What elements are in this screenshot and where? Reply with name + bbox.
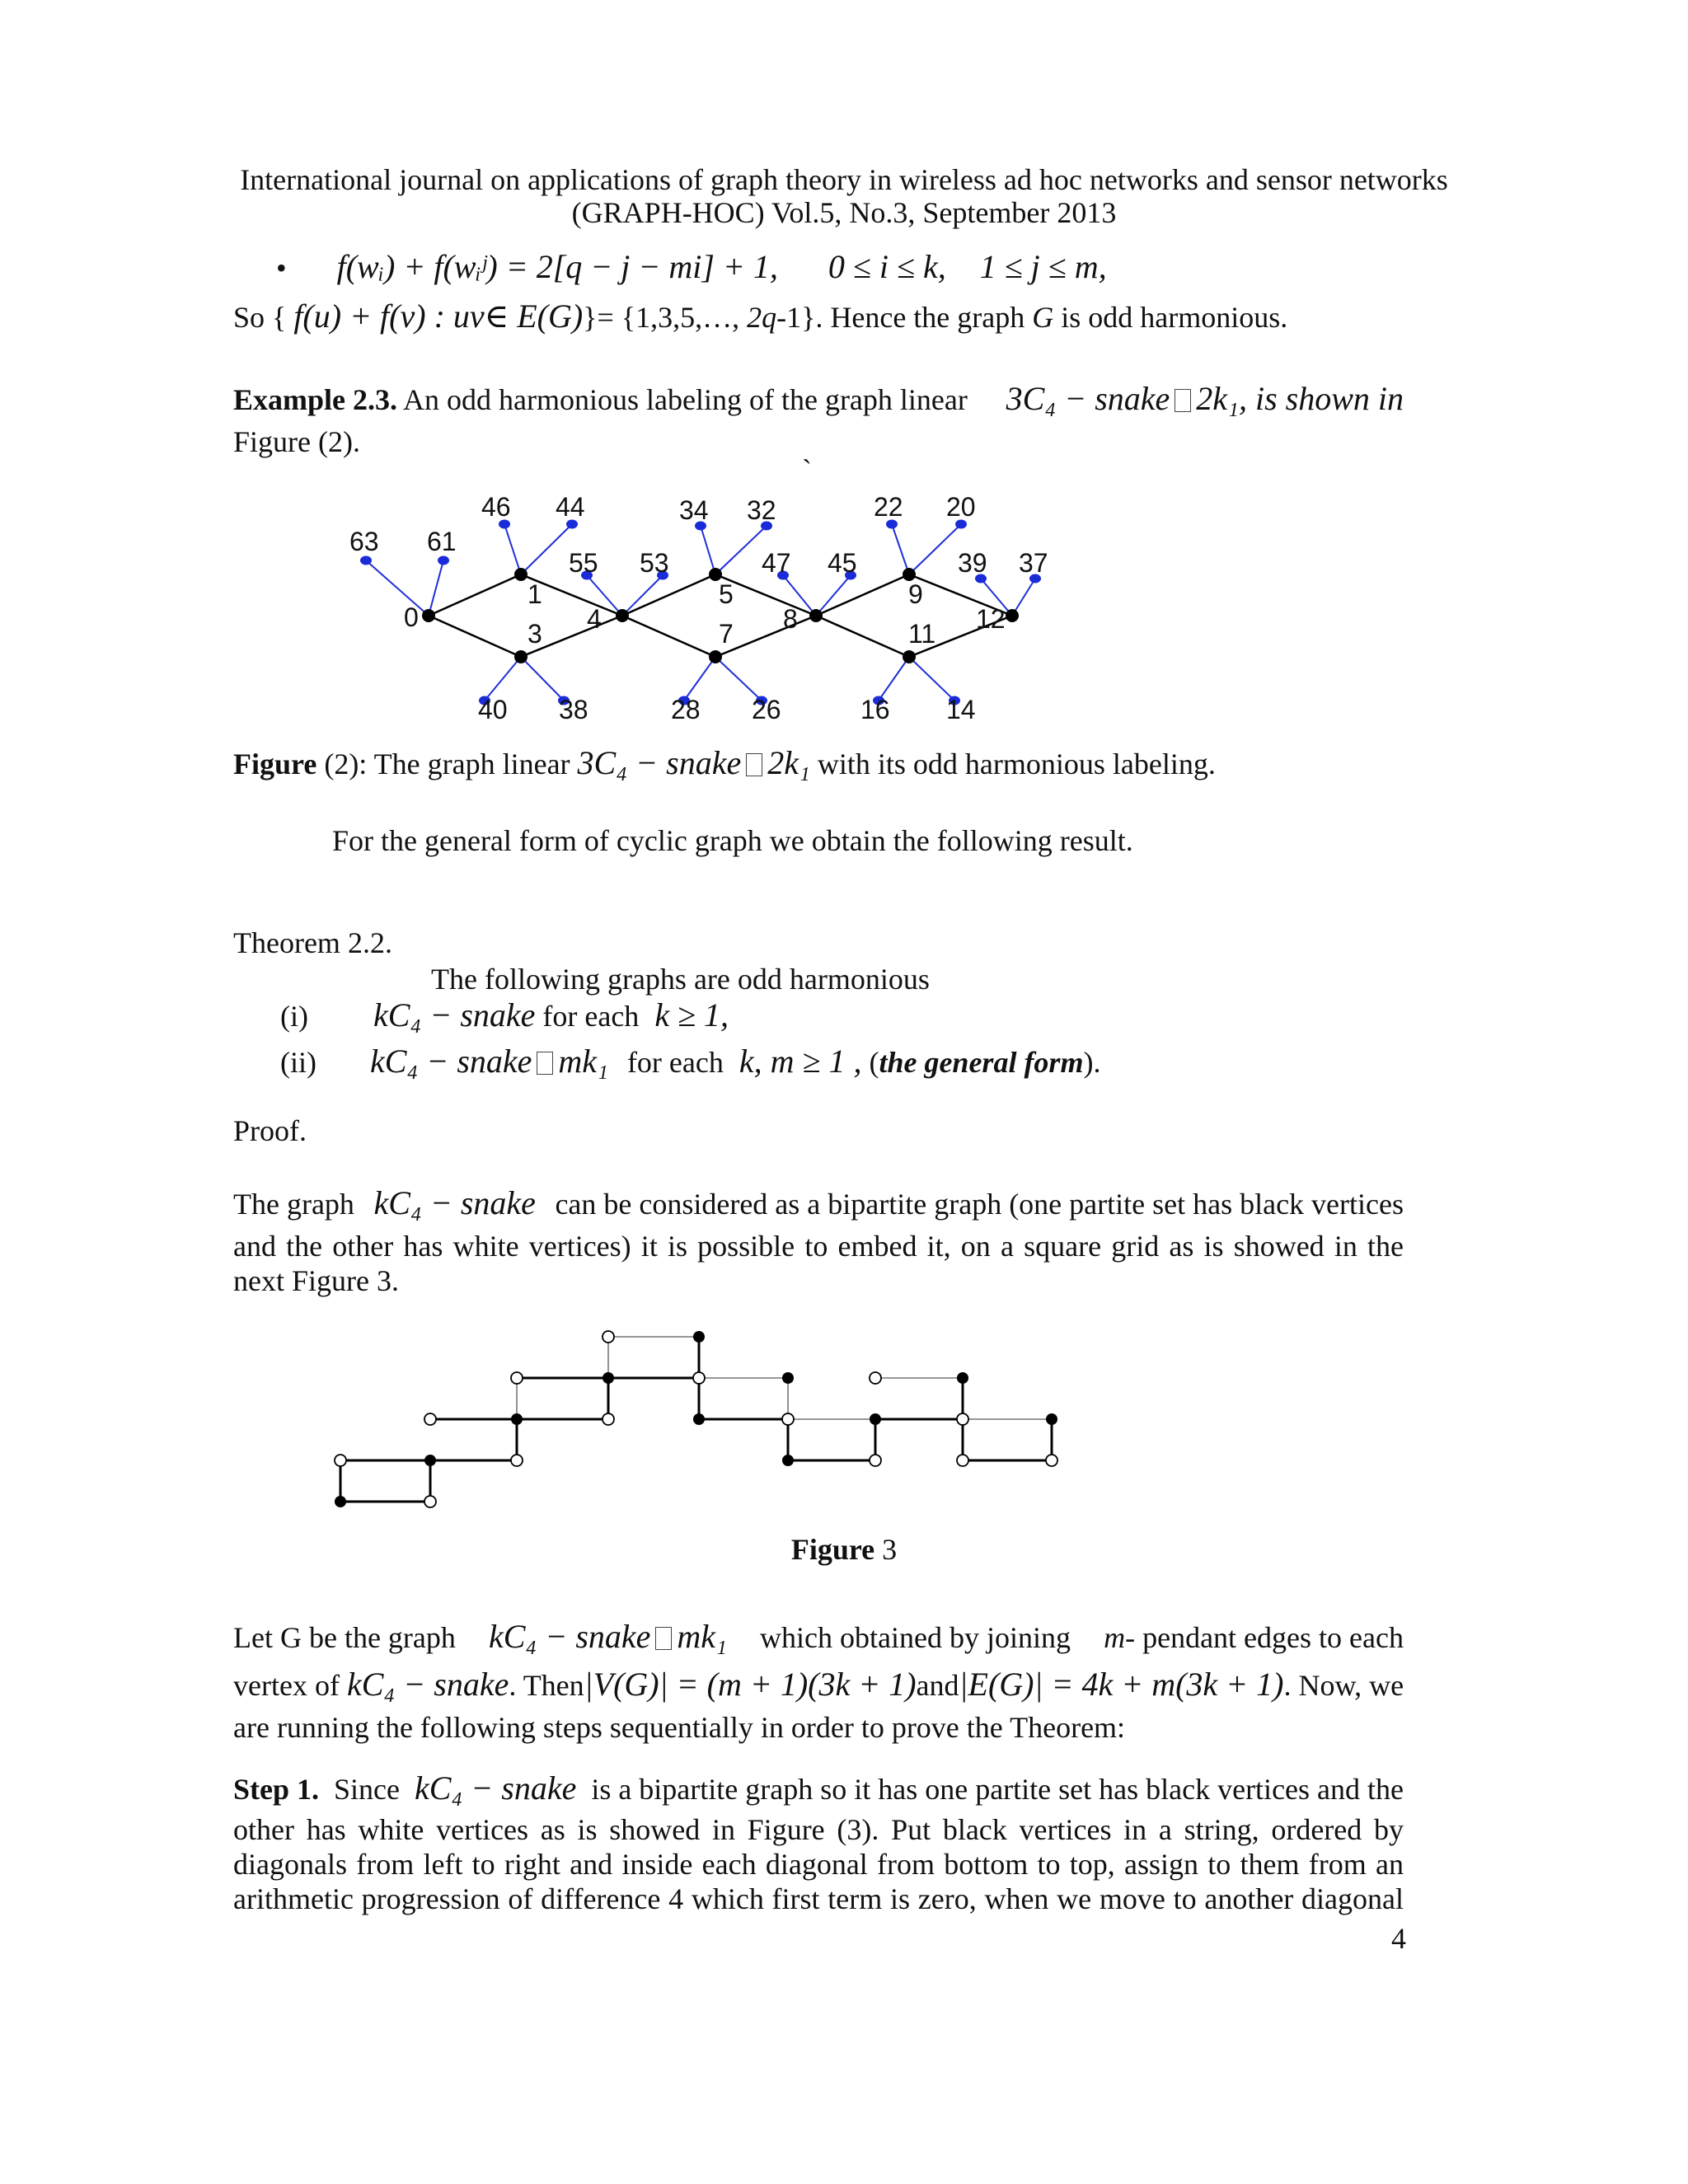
pendant-label: 26 xyxy=(752,695,781,724)
so-line xyxy=(233,298,1287,335)
step1-graph: kC₄ − snake xyxy=(414,1769,577,1807)
white-vertex xyxy=(511,1455,523,1466)
bullet-formula: f(wᵢ) + f(wᵢʲ) = 2[q − j − mi] + 1, xyxy=(336,248,778,285)
pendant-edge xyxy=(504,524,521,574)
caption-text: (2): The graph linear xyxy=(324,748,570,780)
item-text: for each xyxy=(542,1000,640,1033)
pendant-label: 39 xyxy=(958,548,987,578)
so-q: 2q xyxy=(747,301,777,334)
cycle-edge xyxy=(622,616,715,657)
so-set: }= {1,3,5,…, xyxy=(583,301,740,334)
white-vertex xyxy=(782,1413,794,1425)
corona-symbol xyxy=(537,1052,553,1075)
caption-end: with its odd harmonious labeling. xyxy=(817,748,1216,780)
so-end: -1}. Hence the graph xyxy=(776,301,1025,334)
pendant-label: 20 xyxy=(946,492,976,522)
black-vertex xyxy=(693,1331,705,1343)
pendant-label: 34 xyxy=(679,495,709,525)
so-tail: is odd harmonious. xyxy=(1061,301,1288,334)
white-vertex xyxy=(424,1413,436,1425)
vertex-label: 11 xyxy=(908,619,936,649)
bullet-formula-line xyxy=(276,249,1107,286)
para2-l2-c: . Now, we xyxy=(1283,1669,1404,1702)
pendant-label: 61 xyxy=(427,527,457,556)
pendant-label: 55 xyxy=(569,548,598,578)
running-header-line1: International journal on applications of graph theory in wireless ad hoc networks and sensor networks xyxy=(240,163,1448,196)
pendant-label: 14 xyxy=(946,695,976,724)
para2-l2-graph: kC₄ − snake xyxy=(346,1666,509,1703)
cycle-edge xyxy=(622,574,715,616)
para2-c: pendant edges to each xyxy=(1142,1621,1404,1654)
pendant-label: 40 xyxy=(478,695,508,724)
item-condition: k ≥ 1, xyxy=(654,996,729,1033)
example-label: Example 2.3. xyxy=(233,383,398,416)
caption-label: Figure xyxy=(790,1533,875,1566)
para2-mk: mk₁ xyxy=(677,1618,727,1655)
pendant-vertex xyxy=(438,556,449,565)
caption-suffix: 2k₁ xyxy=(767,744,810,781)
black-vertex xyxy=(511,1413,523,1425)
theorem-label: Theorem 2.2. xyxy=(233,926,392,959)
cycle-vertex xyxy=(514,568,528,581)
pendant-vertex xyxy=(360,556,372,565)
corona-symbol xyxy=(655,1627,672,1650)
para2-edge-count: |E(G)| = 4k + m(3k + 1) xyxy=(959,1666,1284,1703)
bullet-condition-j: 1 ≤ j ≤ m, xyxy=(979,248,1107,285)
cycle-edge xyxy=(816,616,909,657)
vertex-label: 4 xyxy=(587,604,602,634)
black-vertex xyxy=(603,1372,614,1384)
figure-2-graph xyxy=(0,486,1688,733)
caption-graph: 3C₄ − snake xyxy=(577,744,742,781)
pendant-label: 46 xyxy=(481,492,511,522)
para2-l2-b: . Then xyxy=(509,1669,584,1702)
theorem-item-i xyxy=(280,997,729,1034)
black-vertex xyxy=(957,1372,968,1384)
grid-edge-thick xyxy=(430,1419,517,1460)
pendant-edge xyxy=(521,524,572,574)
black-vertex xyxy=(870,1413,881,1425)
vertex-label: 8 xyxy=(783,604,798,634)
grid-edge-thick xyxy=(875,1378,963,1419)
para2-b: which obtained by joining xyxy=(760,1621,1071,1654)
so-expression: f(u) + f(v) : uv∈ E(G) xyxy=(293,298,584,335)
white-vertex xyxy=(1046,1455,1057,1466)
para2-and: and xyxy=(916,1669,959,1702)
white-vertex xyxy=(957,1455,968,1466)
black-vertex xyxy=(782,1455,794,1466)
step1-a: Since xyxy=(334,1773,400,1806)
para1-graph: kC₄ − snake xyxy=(373,1184,536,1221)
running-header-line2: (GRAPH-HOC) Vol.5, No.3, September 2013 xyxy=(571,196,1117,229)
item-graph: kC₄ − snake xyxy=(369,1043,532,1080)
pendant-label: 44 xyxy=(556,492,585,522)
vertex-label: 0 xyxy=(404,602,419,632)
cycle-vertex xyxy=(1006,609,1019,622)
bullet-symbol: • xyxy=(276,251,287,284)
pendant-label: 63 xyxy=(349,527,379,556)
cycle-vertex xyxy=(514,650,528,663)
step1-label: Step 1. xyxy=(233,1773,320,1806)
pendant-edge xyxy=(816,575,851,616)
pendant-edge xyxy=(701,526,715,574)
black-vertex xyxy=(1046,1413,1057,1425)
para1-line2: and the other has white vertices) it is possible to embed it, on a square grid as is showed in the xyxy=(233,1230,1404,1263)
item-graph: kC₄ − snake xyxy=(373,996,536,1033)
corona-symbol xyxy=(1175,389,1191,412)
so-start: So { xyxy=(233,301,287,334)
figure-2-caption xyxy=(233,745,1216,782)
theorem-item-ii: (ii) kC₄ − snake mk₁ for each k, m ≥ 1 , (the general form). xyxy=(280,1043,1101,1080)
corona-symbol xyxy=(746,753,762,776)
example-line2: Figure (2). xyxy=(233,425,360,458)
black-vertex xyxy=(782,1372,794,1384)
white-vertex xyxy=(870,1372,881,1384)
cycle-edge xyxy=(816,574,909,616)
step1-line2: other has white vertices as is showed in Figure (3). Put black vertices in a string, ordered by xyxy=(233,1813,1404,1846)
theorem-intro: The following graphs are odd harmonious xyxy=(431,963,930,996)
vertex-label: 5 xyxy=(719,579,734,609)
cycle-vertex xyxy=(709,650,722,663)
cycle-edge xyxy=(429,616,521,657)
cycle-vertex xyxy=(809,609,823,622)
proof-label: Proof. xyxy=(233,1114,307,1147)
grid-edge-thin xyxy=(699,1378,788,1419)
pendant-edge xyxy=(909,524,961,574)
example-text: An odd harmonious labeling of the graph linear xyxy=(403,383,968,416)
vertex-label: 12 xyxy=(976,604,1006,634)
step1-b: is a bipartite graph so it has one partite set has black vertices and the xyxy=(591,1773,1404,1806)
example-suffix: 2k₁, is shown in xyxy=(1196,380,1404,417)
grid-edge-thick xyxy=(963,1419,1052,1460)
para1-a: The graph xyxy=(233,1188,354,1221)
white-vertex xyxy=(603,1331,614,1343)
page-number: 4 xyxy=(1391,1922,1406,1955)
vertex-label: 3 xyxy=(528,619,542,649)
black-vertex xyxy=(335,1496,346,1507)
cycle-vertex xyxy=(616,609,629,622)
pendant-label: 47 xyxy=(762,548,791,578)
para2-graph: kC₄ − snake xyxy=(489,1618,651,1655)
item-number: (i) xyxy=(280,1000,308,1033)
cycle-edge xyxy=(429,574,521,616)
white-vertex xyxy=(957,1413,968,1425)
para2-m: m- xyxy=(1104,1621,1136,1654)
pendant-label: 22 xyxy=(874,492,903,522)
grid-edge-thick xyxy=(517,1378,608,1419)
vertex-label: 7 xyxy=(719,619,734,649)
item-general-form: the general form xyxy=(879,1046,1084,1079)
example-graph: 3C₄ − snake xyxy=(1006,380,1170,417)
figure-2-edges xyxy=(366,524,1035,701)
para2-l2-a: vertex of xyxy=(233,1669,340,1702)
white-vertex xyxy=(335,1455,346,1466)
pendant-edge xyxy=(715,526,767,574)
para2-line3: are running the following steps sequentially in order to prove the Theorem: xyxy=(233,1711,1126,1744)
item-mk: mk₁ xyxy=(558,1043,608,1080)
caption-number: 3 xyxy=(882,1533,898,1566)
para2-line2 xyxy=(233,1666,1404,1704)
caption-label: Figure xyxy=(233,748,317,780)
so-graph-G: G xyxy=(1032,301,1054,334)
para2-a: Let G be the graph xyxy=(233,1621,456,1654)
pendant-label: 28 xyxy=(671,695,701,724)
bullet-condition-i: 0 ≤ i ≤ k, xyxy=(828,248,946,285)
para2-vertex-count: |V(G)| = (m + 1)(3k + 1) xyxy=(584,1666,917,1703)
figure-3-grid-embedding xyxy=(0,1327,1688,1508)
pendant-label: 45 xyxy=(828,548,857,578)
vertex-label: 1 xyxy=(528,579,542,609)
para1-b: can be considered as a bipartite graph (one partite set has black vertices xyxy=(555,1188,1404,1221)
para1-line1 xyxy=(233,1185,1404,1222)
grid-edge-thick xyxy=(340,1460,430,1502)
para1-line3: next Figure 3. xyxy=(233,1264,399,1297)
item-number: (ii) xyxy=(280,1046,316,1079)
para2-line1 xyxy=(233,1619,1404,1656)
item-condition: k, m ≥ 1 , xyxy=(738,1043,862,1080)
step1-line1 xyxy=(233,1770,1404,1807)
example-line1 xyxy=(233,381,1404,418)
item-text: for each xyxy=(626,1046,724,1079)
cycle-vertex xyxy=(903,650,916,663)
step1-line4: arithmetic progression of difference 4 which first term is zero, when we move to another diagonal xyxy=(233,1882,1404,1915)
pendant-label: 53 xyxy=(640,548,669,578)
pendant-label: 32 xyxy=(747,495,776,525)
black-vertex xyxy=(424,1455,436,1466)
pendant-edge xyxy=(366,560,429,616)
pendant-edge xyxy=(892,524,909,574)
pendant-edge xyxy=(622,575,663,616)
grid-edge-thick xyxy=(608,1337,699,1378)
figure-3-caption xyxy=(0,1531,1688,1568)
pendant-label: 38 xyxy=(559,695,588,724)
step1-line3: diagonals from left to right and inside each diagonal from bottom to top, assign to them from an xyxy=(233,1848,1404,1881)
general-form-line: For the general form of cyclic graph we obtain the following result. xyxy=(332,824,1133,857)
pendant-label: 37 xyxy=(1019,548,1048,578)
cycle-vertex xyxy=(422,609,435,622)
pendant-edge xyxy=(521,657,564,701)
pendant-edge xyxy=(429,560,443,616)
pendant-label: 16 xyxy=(860,695,890,724)
white-vertex xyxy=(693,1372,705,1384)
white-vertex xyxy=(603,1413,614,1425)
vertex-label: 9 xyxy=(908,579,923,609)
white-vertex xyxy=(424,1496,436,1507)
white-vertex xyxy=(511,1372,523,1384)
black-vertex xyxy=(693,1413,705,1425)
stray-mark: ` xyxy=(802,453,812,486)
white-vertex xyxy=(870,1455,881,1466)
